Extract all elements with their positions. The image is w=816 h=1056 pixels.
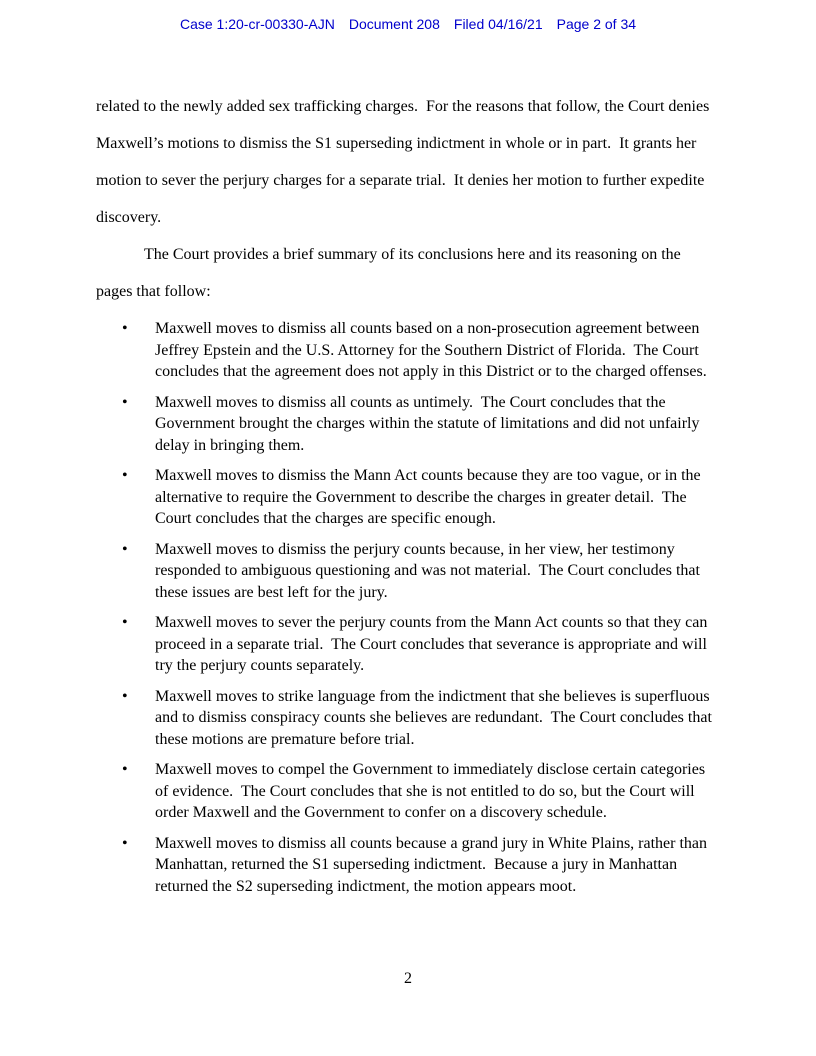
page-number: 2 xyxy=(404,970,412,987)
bullet-text: Maxwell moves to sever the perjury counts from the Mann Act counts so that they can proceed in a separate trial. The Court concludes that severance is appropriate and will try the perjury counts separately. xyxy=(155,614,712,674)
bullet-marker: • xyxy=(122,614,128,631)
list-item xyxy=(96,686,720,751)
bullet-marker: • xyxy=(122,467,128,484)
bullet-marker: • xyxy=(122,687,128,705)
bullet-text: Maxwell moves to dismiss all counts based on a non-prosecution agreement between Jeffrey Epstein and the U.S. Attorney for the Southern District of Florida. The Court concludes that the agreement does not apply in this District or to the charged offenses. xyxy=(155,320,707,380)
bullet-text: Maxwell moves to dismiss all counts because a grand jury in White Plains, rather than Manhattan, returned the S1 superseding indictment. Because a jury in Manhattan returned the S2 superseding indictment, the motion appears moot. xyxy=(155,834,712,895)
case-number: Case 1:20-cr-00330-AJN xyxy=(179,16,335,32)
bullet-text: Maxwell moves to dismiss the Mann Act counts because they are too vague, or in the alternative to require the Government to describe the charges in greater detail. The Court concludes that the charges are specific enough. xyxy=(155,467,705,527)
paragraph-summary-intro: The Court provides a brief summary of its conclusions here and its reasoning on the pages that follow: xyxy=(96,246,685,300)
document-number: Document 208 xyxy=(348,16,440,32)
bullet-text: Maxwell moves to compel the Government to immediately disclose certain categories of evidence. The Court concludes that she is not entitled to do so, but the Court will order Maxwell and the Government to confer on a discovery schedule. xyxy=(155,761,710,821)
list-item xyxy=(96,539,720,604)
conclusions-bullet-list xyxy=(96,318,720,897)
ecf-stamp-header xyxy=(0,16,816,32)
bullet-text: Maxwell moves to dismiss all counts as untimely. The Court concludes that the Government brought the charges within the statute of limitations and did not unfairly delay in bringing them. xyxy=(155,393,704,454)
list-item xyxy=(96,612,720,677)
filed-date: Filed 04/16/21 xyxy=(453,16,543,32)
list-item xyxy=(96,318,720,383)
list-item xyxy=(96,465,720,530)
page-indicator: Page 2 of 34 xyxy=(556,16,637,32)
bullet-marker: • xyxy=(122,320,128,337)
bullet-text: Maxwell moves to strike language from the indictment that she believes is superfluous and to dismiss conspiracy counts she believes are redundant. The Court concludes that these motions are premature before trial. xyxy=(155,687,716,748)
bullet-marker: • xyxy=(122,834,128,852)
paragraph-continuation: related to the newly added sex trafficking charges. For the reasons that follow, the Court denies Maxwell’s motions to dismiss the S1 superseding indictment in whole or in part. It grants her motion to sever the perjury charges for a separate trial. It denies her motion to further expedite discovery. xyxy=(96,98,714,226)
bullet-marker: • xyxy=(122,393,128,411)
page-footer xyxy=(0,970,816,988)
bullet-text: Maxwell moves to dismiss the perjury counts because, in her view, her testimony responded to ambiguous questioning and was not material. The Court concludes that these issues are best left for the jury. xyxy=(155,540,704,601)
list-item xyxy=(96,392,720,457)
bullet-marker: • xyxy=(122,540,128,558)
list-item xyxy=(96,833,720,898)
list-item xyxy=(96,759,720,824)
bullet-marker: • xyxy=(122,761,128,778)
document-body xyxy=(96,88,720,906)
